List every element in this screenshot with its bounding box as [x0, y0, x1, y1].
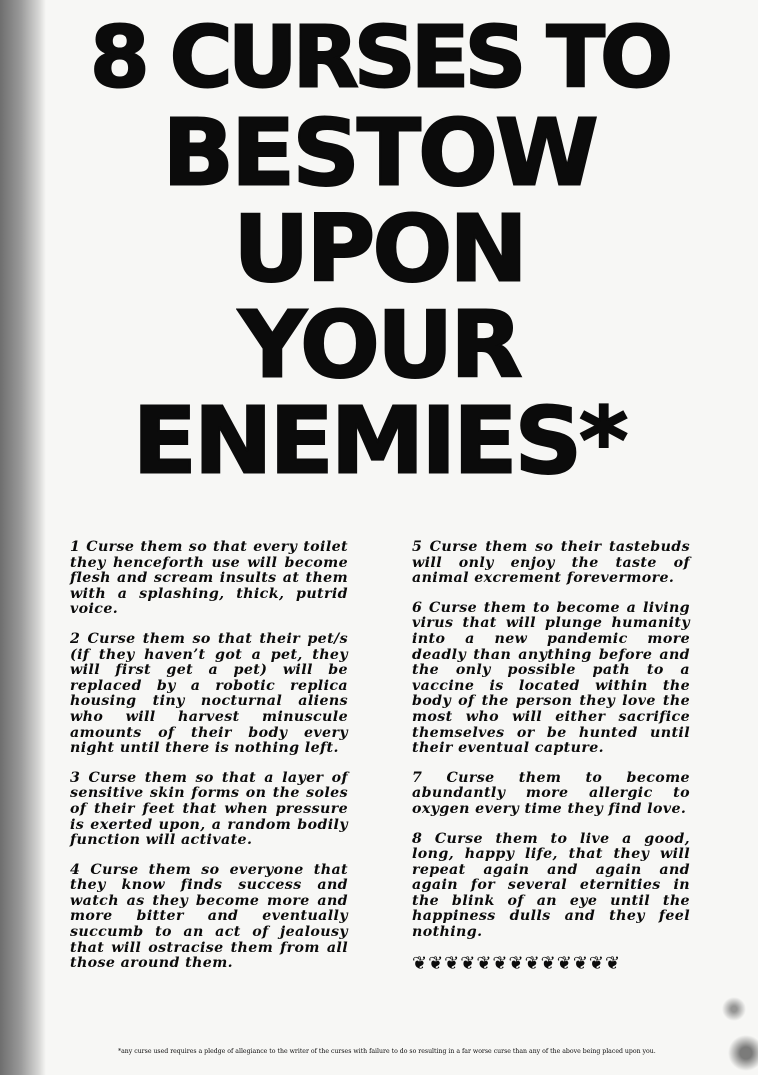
curse-8: 8 Curse them to live a good, long, happy life, that they will repeat again and again and again for several eternities in the blink of an eye until the happiness dulls and they feel nothing. — [412, 830, 690, 941]
curse-6: 6 Curse them to become a living virus that will plunge humanity into a new pandemic more deadly than anything before and the only possible path to a vaccine is located within the body of the person they love the most who will either sacrifice themselves or be hunted until their eventual capture. — [412, 599, 690, 757]
title-line-2: BESTOW — [162, 100, 596, 207]
curse-1: 1 Curse them so that every toilet they henceforth use will become flesh and scream insults at them with a splashing, thick, putrid voice. — [70, 539, 348, 618]
curses-body — [70, 540, 696, 1000]
left-column — [70, 540, 348, 986]
title-line-3: UPON — [233, 196, 525, 303]
footnote: *any curse used requires a pledge of allegiance to the writer of the curses with failure to do so resulting in a far worse curse than any of the above being placed upon you. — [118, 1048, 656, 1055]
title-line-5: ENEMIES* — [132, 388, 626, 495]
title-line-1: 8 CURSES TO — [89, 8, 669, 107]
ornament-divider: ❦❦❦❦❦❦❦❦❦❦❦❦❦ — [412, 954, 622, 973]
curse-5: 5 Curse them so their tastebuds will only enjoy the taste of animal excrement forevermore. — [412, 539, 690, 587]
curse-3: 3 Curse them so that a layer of sensitive skin forms on the soles of their feet that when pressure is exerted upon, a random bodily function will activate. — [70, 769, 348, 849]
curse-7: 7 Curse them to become abundantly more allergic to oxygen every time they find love. — [412, 769, 690, 817]
title-line-4: YOUR — [238, 292, 520, 399]
curse-4: 4 Curse them so everyone that they know finds success and watch as they become more and more bitter and eventually succumb to an act of jealousy that will ostracise them from all those around them. — [70, 861, 348, 972]
page-title — [20, 8, 738, 495]
right-column — [412, 540, 690, 973]
print-grain-decoration — [718, 965, 758, 1075]
curse-2: 2 Curse them so that their pet/s (if they haven’t got a pet, they will first get a pet) will be replaced by a robotic replica housing tiny nocturnal aliens who will harvest minuscule amounts of their body every night until there is nothing left. — [70, 630, 348, 757]
